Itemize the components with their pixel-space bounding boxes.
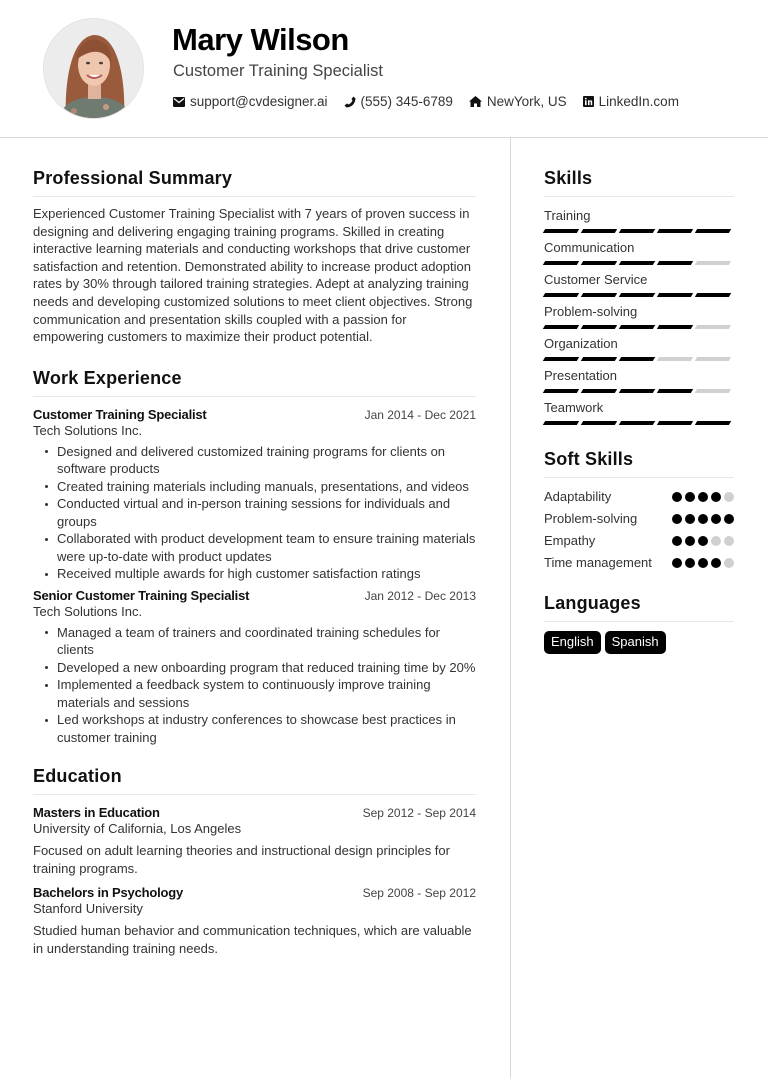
avatar-portrait-icon bbox=[44, 19, 144, 119]
soft-skill-name: Problem-solving bbox=[544, 511, 638, 526]
skill-item bbox=[544, 335, 734, 361]
level-segment-filled bbox=[657, 229, 693, 233]
experience-section bbox=[33, 368, 476, 747]
rating-dot-filled-icon bbox=[685, 558, 695, 568]
rating-dot-filled-icon bbox=[672, 492, 682, 502]
skill-item bbox=[544, 367, 734, 393]
degree-title: Masters in Education bbox=[33, 805, 160, 821]
rating-dot-empty-icon bbox=[724, 536, 734, 546]
rating-dot-filled-icon bbox=[672, 558, 682, 568]
school-name: Stanford University bbox=[33, 901, 143, 917]
job-bullets bbox=[33, 443, 476, 583]
soft-skill-item bbox=[544, 510, 734, 527]
rating-dot-filled-icon bbox=[672, 536, 682, 546]
soft-skill-item bbox=[544, 488, 734, 505]
bullet-item: Designed and delivered customized training programs for clients on software products bbox=[33, 443, 476, 478]
level-segment-filled bbox=[657, 325, 693, 329]
soft-skill-rating bbox=[669, 532, 734, 549]
level-segment-empty bbox=[695, 261, 731, 265]
job-bullets bbox=[33, 624, 476, 747]
skill-item bbox=[544, 399, 734, 425]
summary-text: Experienced Customer Training Specialist with 7 years of proven success in designing and delivering engaging training programs. Skilled in creating interactive learning materials and conducting workshops that drive customer satisfaction and retention. Demonstrated ability to increase product adoption rates by 30% through tailored training strategies. Adept at analyzing training needs and developing customized solutions to meet client objectives. Strong communication and presentation skills coupled with a passion for empowering customers to maximize their product potential. bbox=[33, 206, 473, 345]
skill-level-bar bbox=[544, 389, 734, 393]
contact-email-text: support@cvdesigner.ai bbox=[190, 94, 328, 109]
education-date: Sep 2008 - Sep 2012 bbox=[362, 886, 476, 901]
level-segment-empty bbox=[695, 357, 731, 361]
level-segment-filled bbox=[581, 357, 617, 361]
job-date: Jan 2014 - Dec 2021 bbox=[364, 407, 476, 422]
rating-dot-filled-icon bbox=[711, 514, 721, 524]
level-segment-filled bbox=[543, 421, 579, 425]
level-segment-filled bbox=[581, 229, 617, 233]
bullet-item: Implemented a feedback system to continuously improve training materials and sessions bbox=[33, 676, 476, 711]
level-segment-empty bbox=[657, 357, 693, 361]
level-segment-filled bbox=[543, 357, 579, 361]
level-segment-filled bbox=[543, 229, 579, 233]
level-segment-filled bbox=[581, 421, 617, 425]
level-segment-filled bbox=[657, 421, 693, 425]
skill-item bbox=[544, 207, 734, 233]
level-segment-filled bbox=[619, 229, 655, 233]
skill-name: Training bbox=[544, 208, 591, 223]
skill-name: Organization bbox=[544, 336, 618, 351]
level-segment-filled bbox=[543, 389, 579, 393]
home-icon bbox=[469, 96, 482, 107]
job-entry bbox=[33, 588, 476, 747]
rating-dot-filled-icon bbox=[711, 558, 721, 568]
level-segment-filled bbox=[543, 293, 579, 297]
level-segment-filled bbox=[581, 293, 617, 297]
education-entry bbox=[33, 805, 476, 877]
profile-photo bbox=[43, 18, 144, 119]
soft-skill-name: Time management bbox=[544, 555, 652, 570]
skill-level-bar bbox=[544, 229, 734, 233]
bullet-item: Developed a new onboarding program that reduced training time by 20% bbox=[33, 659, 476, 677]
soft-skill-name: Adaptability bbox=[544, 489, 612, 504]
level-segment-filled bbox=[581, 325, 617, 329]
skill-name: Problem-solving bbox=[544, 304, 638, 319]
skill-level-bar bbox=[544, 357, 734, 361]
level-segment-filled bbox=[581, 261, 617, 265]
rating-dot-filled-icon bbox=[698, 514, 708, 524]
level-segment-empty bbox=[695, 325, 731, 329]
job-title: Senior Customer Training Specialist bbox=[33, 587, 250, 603]
section-heading: Work Experience bbox=[33, 368, 476, 397]
level-segment-filled bbox=[657, 389, 693, 393]
section-heading: Skills bbox=[544, 168, 734, 197]
rating-dot-filled-icon bbox=[724, 514, 734, 524]
degree-title: Bachelors in Psychology bbox=[33, 885, 184, 901]
bullet-item: Managed a team of trainers and coordinated training schedules for clients bbox=[33, 624, 476, 659]
skills-list bbox=[544, 207, 734, 425]
job-company: Tech Solutions Inc. bbox=[33, 603, 143, 619]
contact-location bbox=[469, 94, 567, 109]
education-description: Studied human behavior and communication techniques, which are valuable in understanding training needs. bbox=[33, 923, 472, 957]
level-segment-empty bbox=[695, 389, 731, 393]
skill-item bbox=[544, 239, 734, 265]
skill-item bbox=[544, 303, 734, 329]
job-date: Jan 2012 - Dec 2013 bbox=[364, 588, 476, 603]
rating-dot-empty-icon bbox=[711, 536, 721, 546]
rating-dot-filled-icon bbox=[711, 492, 721, 502]
language-tag: English bbox=[544, 631, 601, 654]
job-title: Customer Training Specialist bbox=[33, 406, 207, 422]
level-segment-filled bbox=[695, 421, 731, 425]
section-heading: Education bbox=[33, 766, 476, 795]
level-segment-filled bbox=[543, 325, 579, 329]
skill-name: Teamwork bbox=[544, 400, 604, 415]
skill-item bbox=[544, 271, 734, 297]
rating-dot-filled-icon bbox=[685, 536, 695, 546]
contact-phone[interactable] bbox=[344, 94, 453, 109]
contact-location-text: NewYork, US bbox=[486, 94, 567, 109]
contact-linkedin-text: LinkedIn.com bbox=[598, 94, 679, 109]
education-description: Focused on adult learning theories and instructional design principles for training programs. bbox=[33, 843, 450, 876]
language-tag: Spanish bbox=[605, 631, 666, 654]
column-divider bbox=[510, 138, 511, 1078]
level-segment-filled bbox=[619, 357, 655, 361]
education-entry bbox=[33, 885, 476, 957]
rating-dot-filled-icon bbox=[685, 492, 695, 502]
job-entry bbox=[33, 407, 476, 583]
sidebar-column bbox=[544, 168, 734, 654]
soft-skill-rating bbox=[669, 488, 734, 505]
level-segment-filled bbox=[695, 293, 731, 297]
soft-skill-name: Empathy bbox=[544, 533, 596, 548]
rating-dot-empty-icon bbox=[724, 492, 734, 502]
bullet-item: Created training materials including manuals, presentations, and videos bbox=[33, 478, 476, 496]
bullet-item: Led workshops at industry conferences to showcase best practices in customer training bbox=[33, 711, 476, 746]
envelope-icon bbox=[173, 97, 185, 107]
soft-skill-rating bbox=[669, 554, 734, 571]
rating-dot-filled-icon bbox=[672, 514, 682, 524]
level-segment-filled bbox=[619, 421, 655, 425]
rating-dot-filled-icon bbox=[698, 536, 708, 546]
skill-level-bar bbox=[544, 261, 734, 265]
linkedin-icon bbox=[583, 96, 594, 107]
level-segment-filled bbox=[619, 261, 655, 265]
soft-skills-section bbox=[544, 449, 734, 571]
skills-section bbox=[544, 168, 734, 425]
soft-skill-rating bbox=[669, 510, 734, 527]
skill-level-bar bbox=[544, 293, 734, 297]
skill-level-bar bbox=[544, 421, 734, 425]
level-segment-filled bbox=[619, 293, 655, 297]
section-heading: Soft Skills bbox=[544, 449, 734, 478]
education-section bbox=[33, 766, 476, 957]
rating-dot-filled-icon bbox=[698, 492, 708, 502]
skill-name: Customer Service bbox=[544, 272, 648, 287]
candidate-name: Mary Wilson bbox=[172, 22, 349, 57]
resume-header bbox=[0, 0, 768, 138]
level-segment-filled bbox=[657, 261, 693, 265]
bullet-item: Collaborated with product development team to ensure training materials were up-to-date with product updates bbox=[33, 530, 476, 565]
section-heading: Languages bbox=[544, 593, 734, 622]
job-company: Tech Solutions Inc. bbox=[33, 422, 143, 438]
contact-email[interactable] bbox=[173, 94, 328, 109]
contact-list bbox=[173, 94, 695, 109]
candidate-title: Customer Training Specialist bbox=[173, 62, 384, 80]
rating-dot-filled-icon bbox=[698, 558, 708, 568]
school-name: University of California, Los Angeles bbox=[33, 821, 242, 837]
level-segment-filled bbox=[543, 261, 579, 265]
soft-skills-list bbox=[544, 488, 734, 571]
education-date: Sep 2012 - Sep 2014 bbox=[362, 806, 476, 821]
phone-icon bbox=[344, 96, 356, 108]
level-segment-filled bbox=[657, 293, 693, 297]
languages-section bbox=[544, 593, 734, 654]
contact-linkedin[interactable] bbox=[583, 94, 679, 109]
soft-skill-item bbox=[544, 532, 734, 549]
level-segment-filled bbox=[619, 325, 655, 329]
skill-level-bar bbox=[544, 325, 734, 329]
main-column bbox=[33, 168, 476, 958]
bullet-item: Conducted virtual and in-person training sessions for individuals and groups bbox=[33, 495, 476, 530]
rating-dot-filled-icon bbox=[685, 514, 695, 524]
summary-section bbox=[33, 168, 476, 346]
section-heading: Professional Summary bbox=[33, 168, 476, 197]
rating-dot-empty-icon bbox=[724, 558, 734, 568]
skill-name: Presentation bbox=[544, 368, 617, 383]
contact-phone-text: (555) 345-6789 bbox=[360, 94, 453, 109]
level-segment-filled bbox=[581, 389, 617, 393]
level-segment-filled bbox=[695, 229, 731, 233]
language-tags bbox=[544, 631, 734, 654]
level-segment-filled bbox=[619, 389, 655, 393]
skill-name: Communication bbox=[544, 240, 635, 255]
soft-skill-item bbox=[544, 554, 734, 571]
bullet-item: Received multiple awards for high customer satisfaction ratings bbox=[33, 565, 476, 583]
